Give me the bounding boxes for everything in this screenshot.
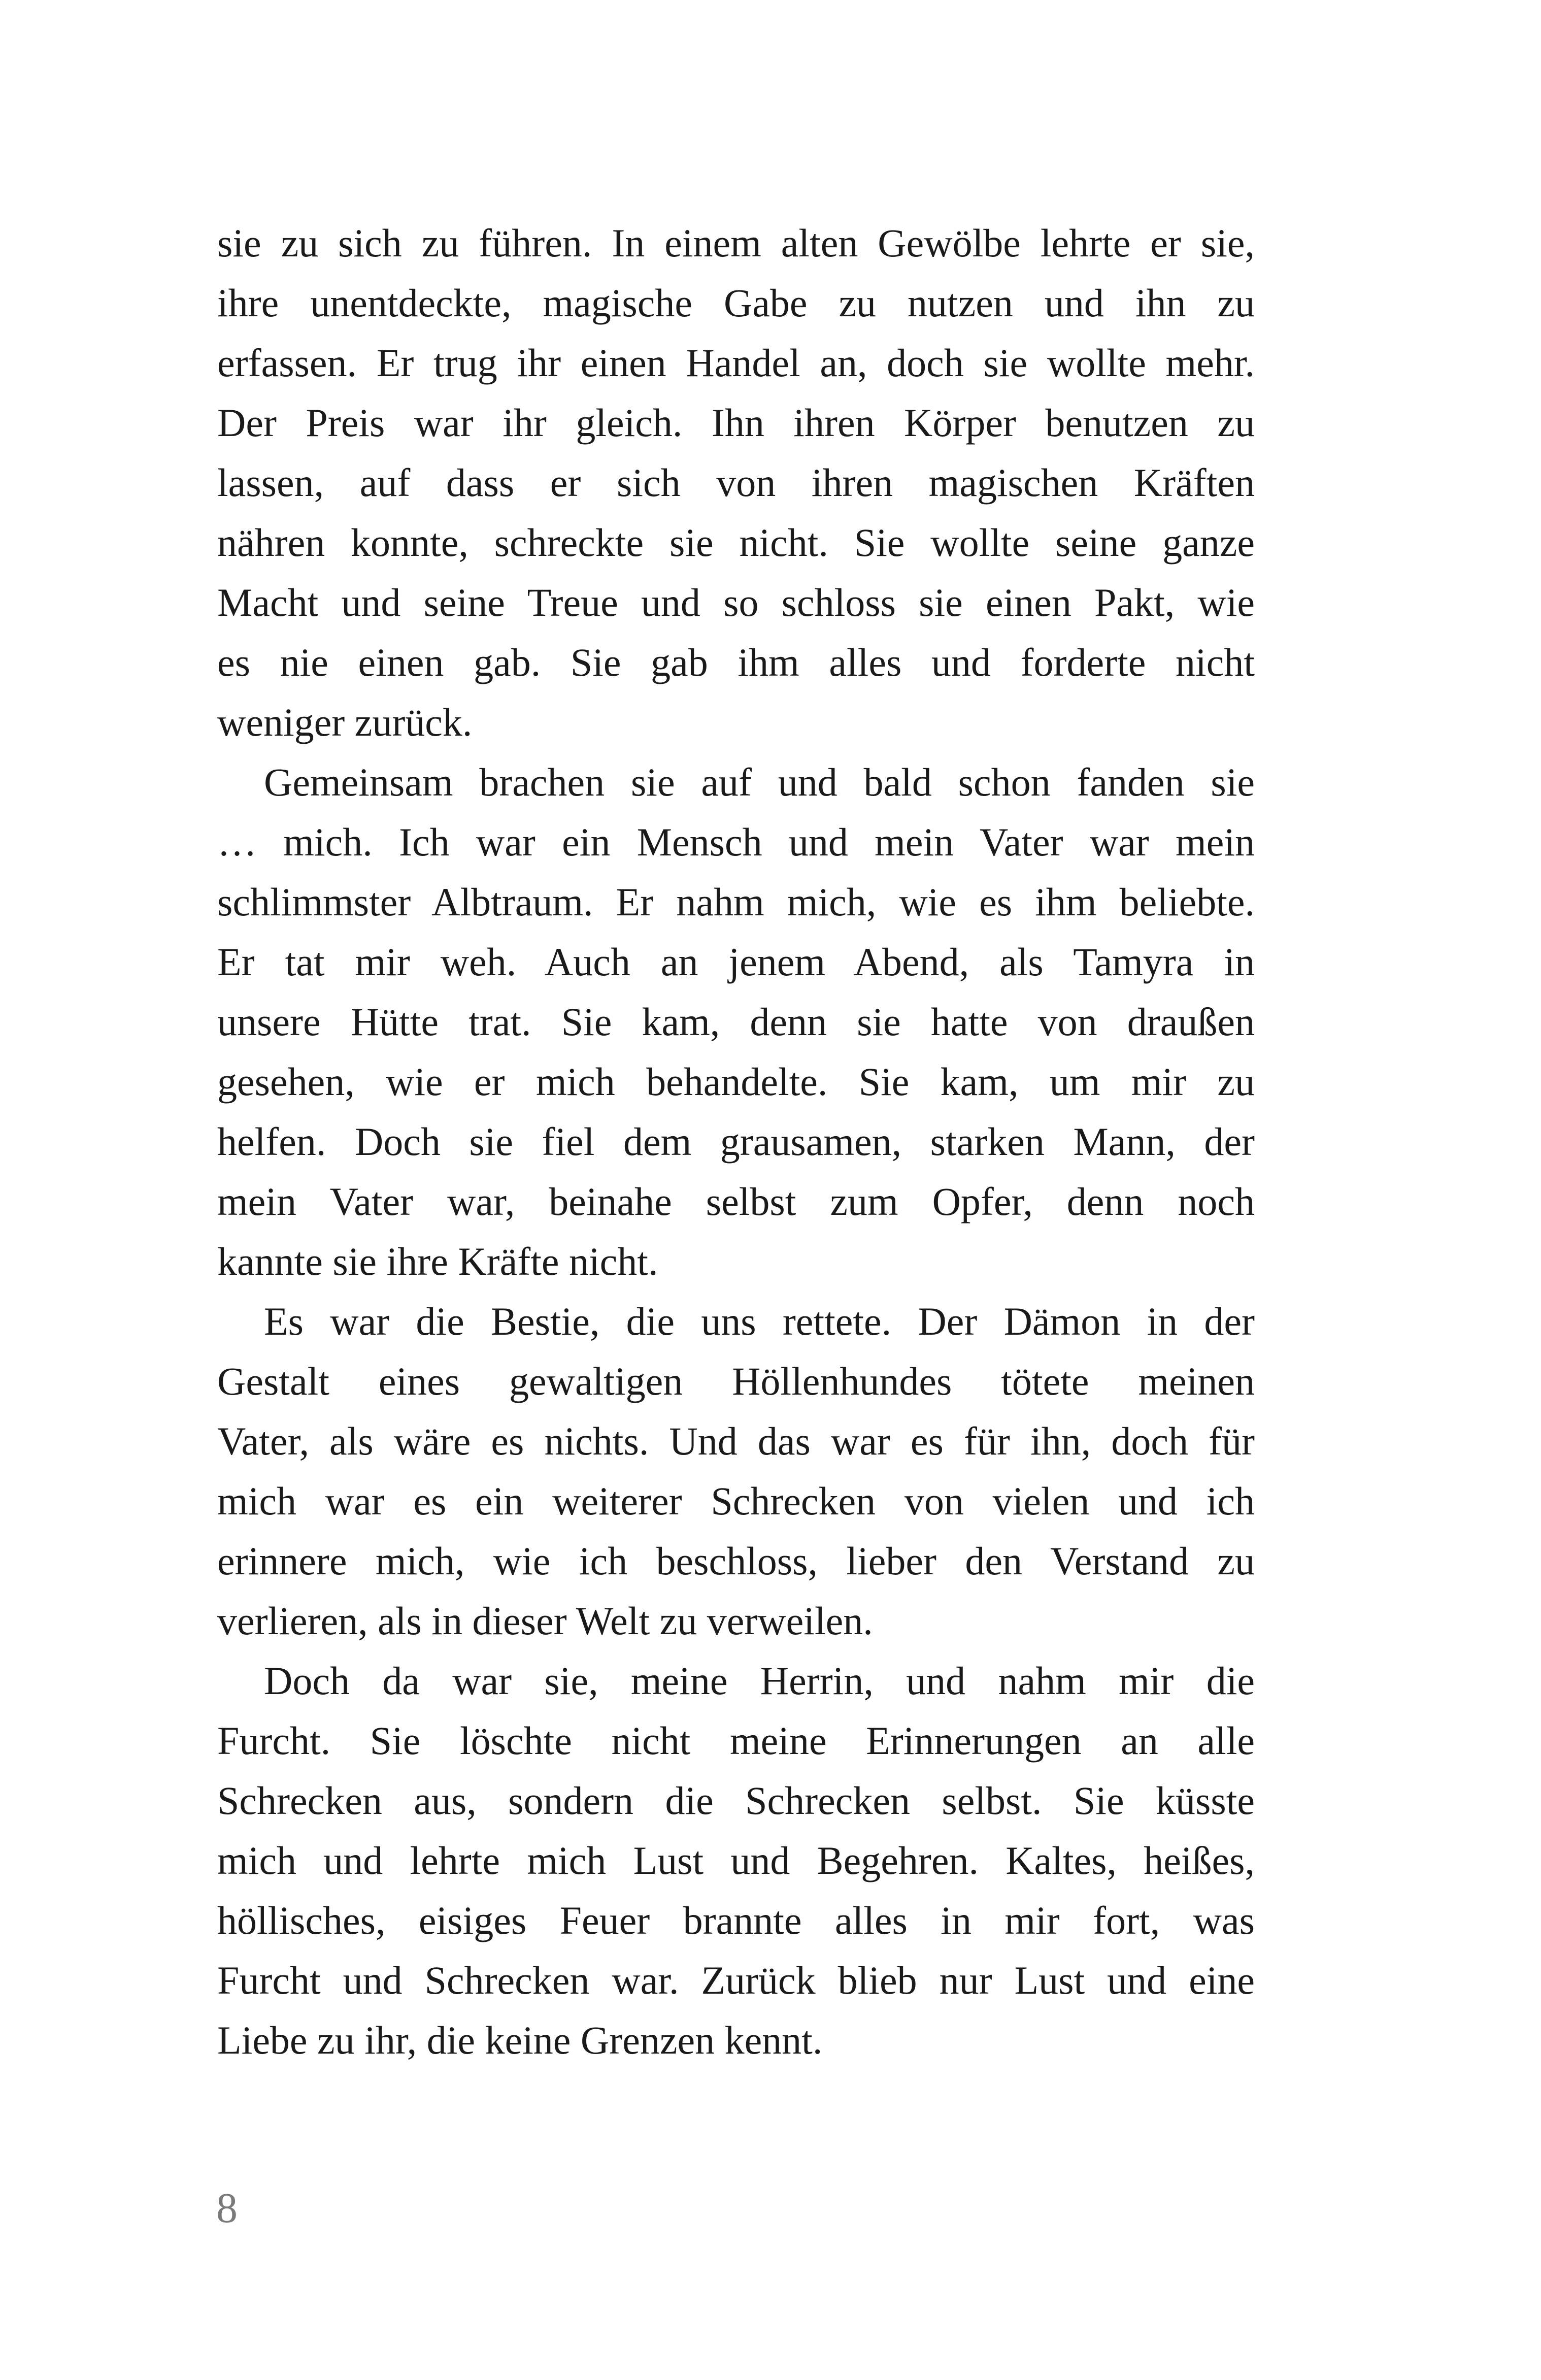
text-line: Furcht und Schrecken war. Zurück blieb nur Lust und eine [217,1958,1255,2002]
text-line: Doch da war sie, meine Herrin, und nahm mir die [264,1659,1255,1703]
text-line: Schrecken aus, sondern die Schrecken selbst. Sie küsste [217,1778,1255,1823]
body-text [217,213,1255,2070]
text-line: … mich. Ich war ein Mensch und mein Vater war mein [217,820,1255,864]
text-line: Gemeinsam brachen sie auf und bald schon fanden sie [264,760,1255,804]
text-line: kannte sie ihre Kräfte nicht. [217,1239,658,1283]
text-line: erinnere mich, wie ich beschloss, lieber den Verstand zu [217,1539,1255,1583]
text-line: es nie einen gab. Sie gab ihm alles und forderte nicht [217,640,1255,684]
text-line: Furcht. Sie löschte nicht meine Erinnerungen an alle [217,1718,1255,1763]
text-line: Liebe zu ihr, die keine Grenzen kennt. [217,2018,823,2062]
text-line: erfassen. Er trug ihr einen Handel an, doch sie wollte mehr. [217,341,1255,385]
text-line: helfen. Doch sie fiel dem grausamen, starken Mann, der [217,1119,1255,1164]
paragraph [217,213,1255,752]
page-number: 8 [216,2185,238,2232]
text-line: nähren konnte, schreckte sie nicht. Sie wollte seine ganze [217,520,1255,565]
text-line: mich und lehrte mich Lust und Begehren. Kaltes, heißes, [217,1838,1255,1882]
text-line: Es war die Bestie, die uns rettete. Der Dämon in der [264,1299,1255,1343]
text-line: schlimmster Albtraum. Er nahm mich, wie es ihm beliebte. [217,880,1255,924]
paragraph [217,752,1255,1292]
text-line: sie zu sich zu führen. In einem alten Gewölbe lehrte er sie, [217,221,1255,265]
text-line: Gestalt eines gewaltigen Höllenhundes tötete meinen [217,1359,1255,1403]
text-line: lassen, auf dass er sich von ihren magischen Kräften [217,460,1255,505]
text-line: verlieren, als in dieser Welt zu verweilen. [217,1599,873,1643]
text-line: Macht und seine Treue und so schloss sie einen Pakt, wie [217,580,1255,624]
text-line: mein Vater war, beinahe selbst zum Opfer, denn noch [217,1179,1255,1224]
text-line: höllisches, eisiges Feuer brannte alles in mir fort, was [217,1898,1255,1942]
text-line: ihre unentdeckte, magische Gabe zu nutzen und ihn zu [217,281,1255,325]
text-line: mich war es ein weiterer Schrecken von vielen und ich [217,1479,1255,1523]
text-line: gesehen, wie er mich behandelte. Sie kam, um mir zu [217,1060,1255,1104]
text-line: Er tat mir weh. Auch an jenem Abend, als Tamyra in [217,940,1255,984]
text-line: weniger zurück. [217,700,473,744]
paragraph [217,1292,1255,1651]
text-line: Der Preis war ihr gleich. Ihn ihren Körper benutzen zu [217,401,1255,445]
text-line: Vater, als wäre es nichts. Und das war es für ihn, doch für [217,1419,1255,1463]
paragraph [217,1651,1255,2070]
text-line: unsere Hütte trat. Sie kam, denn sie hatte von draußen [217,1000,1255,1044]
